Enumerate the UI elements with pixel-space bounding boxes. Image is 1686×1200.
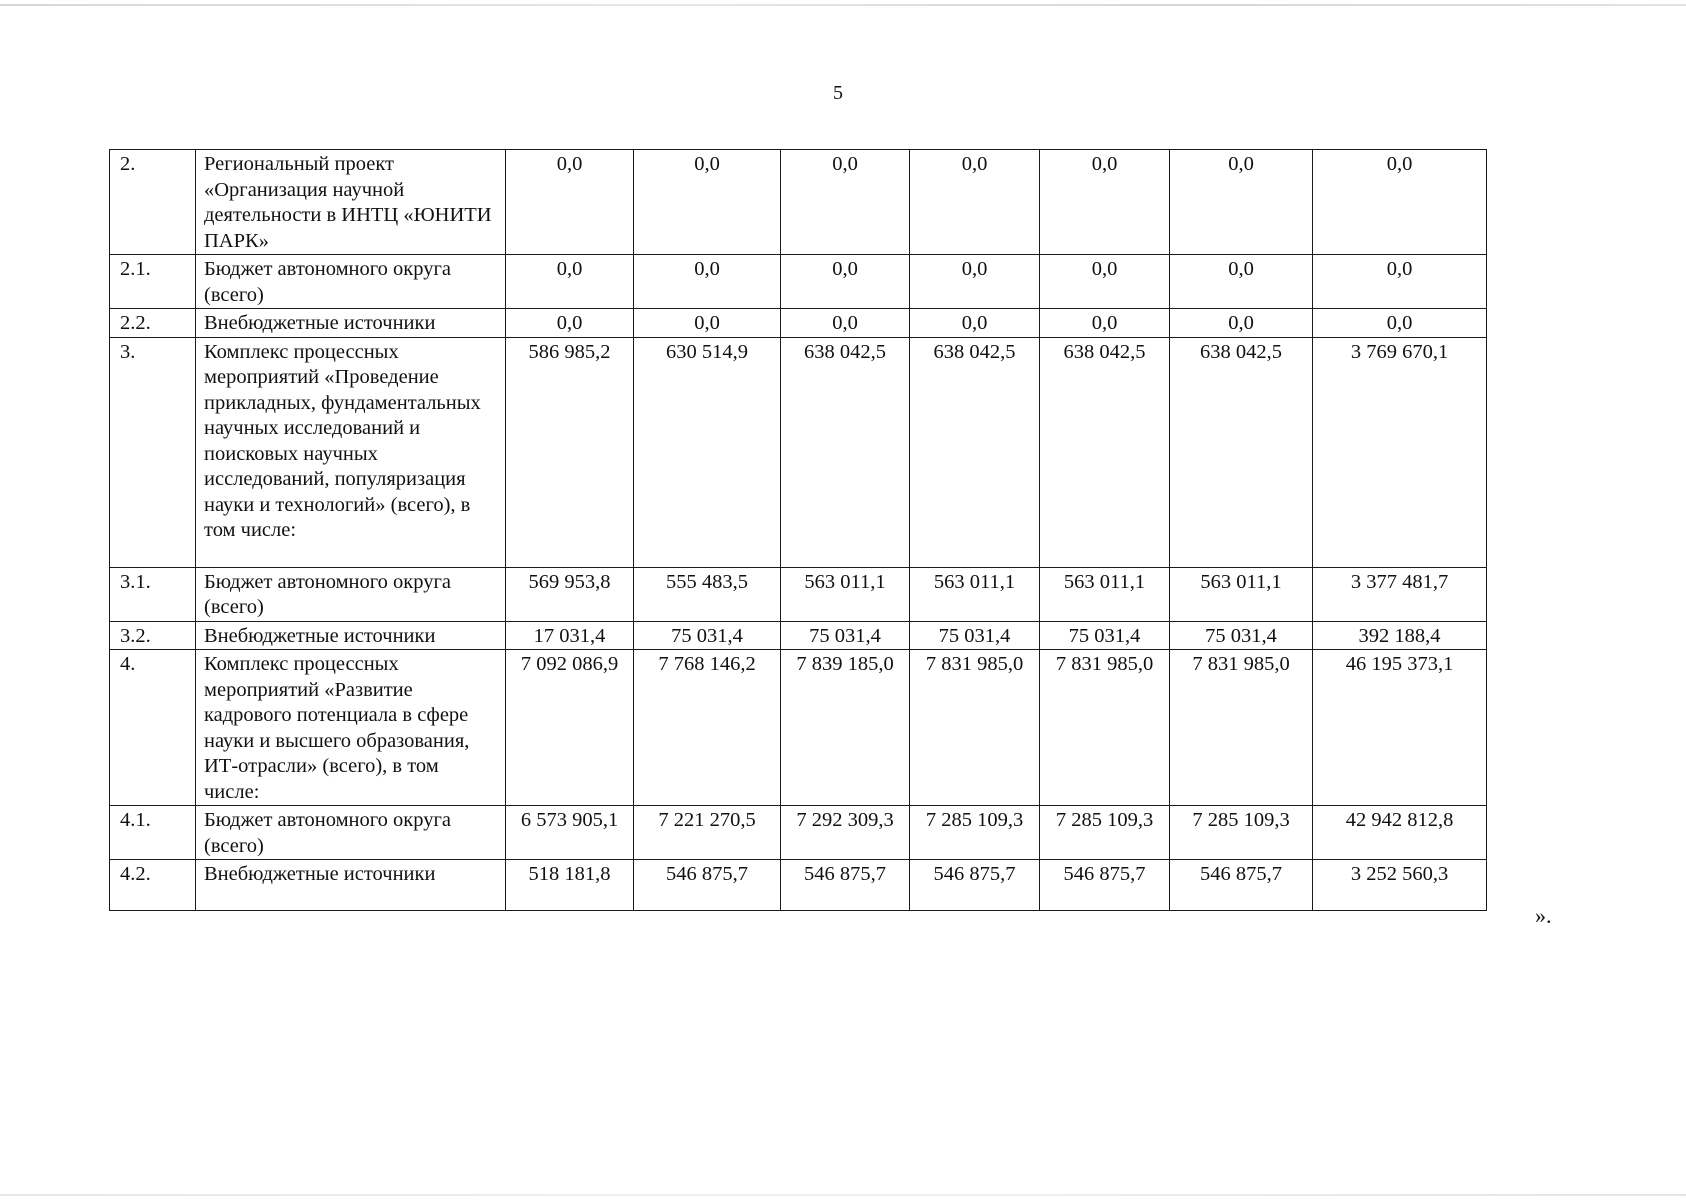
table-row [110, 150, 1487, 255]
value-cell: 546 875,7 [781, 860, 910, 911]
value-cell: 638 042,5 [1040, 337, 1170, 567]
value-cell: 518 181,8 [506, 860, 634, 911]
value-cell: 630 514,9 [634, 337, 781, 567]
value-cell: 7 285 109,3 [1040, 806, 1170, 860]
value-cell: 546 875,7 [910, 860, 1040, 911]
row-name-cell: Бюджет автономного округа (всего) [196, 255, 506, 309]
value-cell: 0,0 [910, 309, 1040, 338]
value-cell: 0,0 [1170, 255, 1313, 309]
value-cell: 0,0 [781, 150, 910, 255]
value-cell: 546 875,7 [634, 860, 781, 911]
value-cell: 7 092 086,9 [506, 650, 634, 806]
row-name-cell: Комплекс процессных мероприятий «Проведение прикладных, фундаментальных научных исследований и поисковых научных исследований, популяризация науки и технологий» (всего), в том числе: [196, 337, 506, 567]
value-cell: 563 011,1 [1040, 567, 1170, 621]
value-cell: 563 011,1 [910, 567, 1040, 621]
budget-table-body [110, 150, 1487, 911]
value-cell: 6 573 905,1 [506, 806, 634, 860]
value-cell: 7 831 985,0 [1040, 650, 1170, 806]
table-row [110, 255, 1487, 309]
value-cell: 7 768 146,2 [634, 650, 781, 806]
value-cell: 46 195 373,1 [1313, 650, 1487, 806]
page-number: 5 [833, 82, 843, 104]
value-cell: 546 875,7 [1170, 860, 1313, 911]
value-cell: 7 831 985,0 [1170, 650, 1313, 806]
value-cell: 0,0 [781, 255, 910, 309]
value-cell: 546 875,7 [1040, 860, 1170, 911]
value-cell: 3 377 481,7 [1313, 567, 1487, 621]
table-row [110, 806, 1487, 860]
value-cell: 0,0 [910, 255, 1040, 309]
row-number-cell: 2. [110, 150, 196, 255]
row-number-cell: 3.2. [110, 621, 196, 650]
table-row [110, 337, 1487, 567]
row-number-cell: 4.2. [110, 860, 196, 911]
budget-table [109, 149, 1487, 911]
value-cell: 7 285 109,3 [910, 806, 1040, 860]
row-name-cell: Бюджет автономного округа (всего) [196, 567, 506, 621]
row-number-cell: 3.1. [110, 567, 196, 621]
value-cell: 3 769 670,1 [1313, 337, 1487, 567]
scan-edge-top [0, 4, 1686, 6]
value-cell: 3 252 560,3 [1313, 860, 1487, 911]
value-cell: 7 292 309,3 [781, 806, 910, 860]
value-cell: 75 031,4 [1170, 621, 1313, 650]
value-cell: 0,0 [1170, 150, 1313, 255]
value-cell: 75 031,4 [634, 621, 781, 650]
table-row [110, 860, 1487, 911]
value-cell: 0,0 [506, 255, 634, 309]
row-number-cell: 2.1. [110, 255, 196, 309]
value-cell: 0,0 [634, 150, 781, 255]
table-row [110, 621, 1487, 650]
value-cell: 75 031,4 [910, 621, 1040, 650]
row-number-cell: 3. [110, 337, 196, 567]
value-cell: 563 011,1 [781, 567, 910, 621]
value-cell: 17 031,4 [506, 621, 634, 650]
value-cell: 7 221 270,5 [634, 806, 781, 860]
value-cell: 7 831 985,0 [910, 650, 1040, 806]
value-cell: 0,0 [1313, 255, 1487, 309]
row-name-cell: Бюджет автономного округа (всего) [196, 806, 506, 860]
value-cell: 0,0 [910, 150, 1040, 255]
value-cell: 0,0 [781, 309, 910, 338]
value-cell: 0,0 [1170, 309, 1313, 338]
row-name-cell: Внебюджетные источники [196, 621, 506, 650]
row-name-cell: Внебюджетные источники [196, 309, 506, 338]
table-row [110, 309, 1487, 338]
value-cell: 0,0 [634, 309, 781, 338]
value-cell: 7 285 109,3 [1170, 806, 1313, 860]
row-number-cell: 4. [110, 650, 196, 806]
value-cell: 0,0 [1313, 150, 1487, 255]
value-cell: 563 011,1 [1170, 567, 1313, 621]
value-cell: 0,0 [1040, 255, 1170, 309]
value-cell: 638 042,5 [1170, 337, 1313, 567]
value-cell: 638 042,5 [910, 337, 1040, 567]
row-name-cell: Комплекс процессных мероприятий «Развитие кадрового потенциала в сфере науки и высшего образования, ИТ-отрасли» (всего), в том числе: [196, 650, 506, 806]
value-cell: 392 188,4 [1313, 621, 1487, 650]
value-cell: 42 942 812,8 [1313, 806, 1487, 860]
closing-quote-mark: ». [1535, 903, 1552, 928]
value-cell: 569 953,8 [506, 567, 634, 621]
value-cell: 7 839 185,0 [781, 650, 910, 806]
row-name-cell: Внебюджетные источники [196, 860, 506, 911]
value-cell: 0,0 [634, 255, 781, 309]
scan-edge-bottom [0, 1194, 1686, 1196]
value-cell: 75 031,4 [781, 621, 910, 650]
value-cell: 0,0 [1313, 309, 1487, 338]
row-name-cell: Региональный проект «Организация научной деятельности в ИНТЦ «ЮНИТИ ПАРК» [196, 150, 506, 255]
value-cell: 0,0 [1040, 309, 1170, 338]
table-row [110, 650, 1487, 806]
value-cell: 555 483,5 [634, 567, 781, 621]
row-number-cell: 4.1. [110, 806, 196, 860]
value-cell: 75 031,4 [1040, 621, 1170, 650]
row-number-cell: 2.2. [110, 309, 196, 338]
value-cell: 0,0 [506, 150, 634, 255]
table-row [110, 567, 1487, 621]
value-cell: 0,0 [1040, 150, 1170, 255]
value-cell: 638 042,5 [781, 337, 910, 567]
value-cell: 0,0 [506, 309, 634, 338]
value-cell: 586 985,2 [506, 337, 634, 567]
